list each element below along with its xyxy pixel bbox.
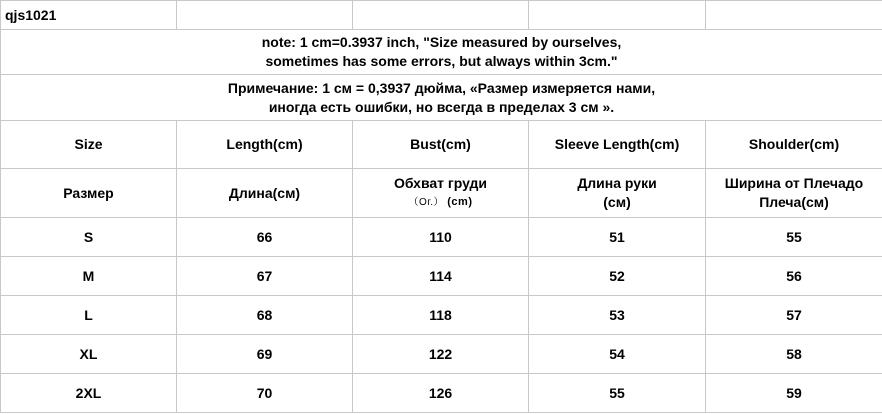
- note-russian-line-1: Примечание: 1 см = 0,3937 дюйма, «Размер измеряется нами,: [227, 79, 656, 96]
- header-length: Length(cm): [177, 121, 353, 169]
- header-shoulder: Shoulder(cm): [706, 121, 882, 169]
- sleeve-cell: 52: [529, 257, 706, 296]
- bust-unit: (cm): [447, 196, 473, 208]
- header-en-row: [1, 121, 882, 169]
- shoulder-cell: 58: [706, 335, 882, 374]
- header-ru-sleeve-line-2: (см): [603, 194, 631, 210]
- table-row: [1, 257, 882, 296]
- header-size: Size: [1, 121, 177, 169]
- empty-cell: [706, 1, 882, 30]
- header-ru-row: [1, 169, 882, 218]
- bust-cell: 114: [353, 257, 529, 296]
- header-ru-shoulder-line-1: Ширина от Плечадо: [724, 175, 864, 191]
- header-ru-shoulder-line-2: Плеча(см): [759, 194, 829, 210]
- length-cell: 68: [177, 296, 353, 335]
- sleeve-cell: 54: [529, 335, 706, 374]
- shoulder-cell: 55: [706, 218, 882, 257]
- header-ru-sleeve: [529, 169, 706, 218]
- note-english: [1, 30, 882, 75]
- header-ru-bust-line-2: [353, 193, 528, 212]
- empty-cell: [177, 1, 353, 30]
- length-cell: 70: [177, 374, 353, 413]
- header-ru-size: Размер: [1, 169, 177, 218]
- shoulder-cell: 56: [706, 257, 882, 296]
- header-ru-length: Длина(см): [177, 169, 353, 218]
- size-cell: XL: [1, 335, 177, 374]
- length-cell: 69: [177, 335, 353, 374]
- sleeve-cell: 53: [529, 296, 706, 335]
- note-ru-row: [1, 75, 882, 121]
- empty-cell: [353, 1, 529, 30]
- note-english-line-1: note: 1 cm=0.3937 inch, "Size measured by ourselves,: [261, 34, 622, 50]
- header-ru-bust-line-1: Обхват груди: [393, 175, 488, 191]
- sleeve-cell: 55: [529, 374, 706, 413]
- table-row: [1, 296, 882, 335]
- length-cell: 66: [177, 218, 353, 257]
- header-ru-sleeve-line-1: Длина руки: [577, 175, 657, 191]
- note-english-line-2: sometimes has some errors, but always within 3cm.": [265, 53, 618, 69]
- header-ru-shoulder: [706, 169, 882, 218]
- note-russian: [1, 75, 882, 121]
- header-sleeve-length: Sleeve Length(cm): [529, 121, 706, 169]
- shoulder-cell: 57: [706, 296, 882, 335]
- bust-abbrev: （Ог.）: [408, 197, 444, 208]
- size-cell: L: [1, 296, 177, 335]
- table-row: [1, 218, 882, 257]
- header-ru-bust: [353, 169, 529, 218]
- code-row: [1, 1, 882, 30]
- shoulder-cell: 59: [706, 374, 882, 413]
- table-row: [1, 335, 882, 374]
- table-row: [1, 374, 882, 413]
- sleeve-cell: 51: [529, 218, 706, 257]
- header-bust: Bust(cm): [353, 121, 529, 169]
- bust-cell: 118: [353, 296, 529, 335]
- bust-cell: 122: [353, 335, 529, 374]
- bust-cell: 126: [353, 374, 529, 413]
- note-en-row: [1, 30, 882, 75]
- size-cell: M: [1, 257, 177, 296]
- length-cell: 67: [177, 257, 353, 296]
- note-russian-line-2: иногда есть ошибки, но всегда в пределах 3 см ».: [268, 98, 615, 115]
- product-code: qjs1021: [1, 1, 177, 30]
- empty-cell: [529, 1, 706, 30]
- size-cell: S: [1, 218, 177, 257]
- bust-cell: 110: [353, 218, 529, 257]
- size-cell: 2XL: [1, 374, 177, 413]
